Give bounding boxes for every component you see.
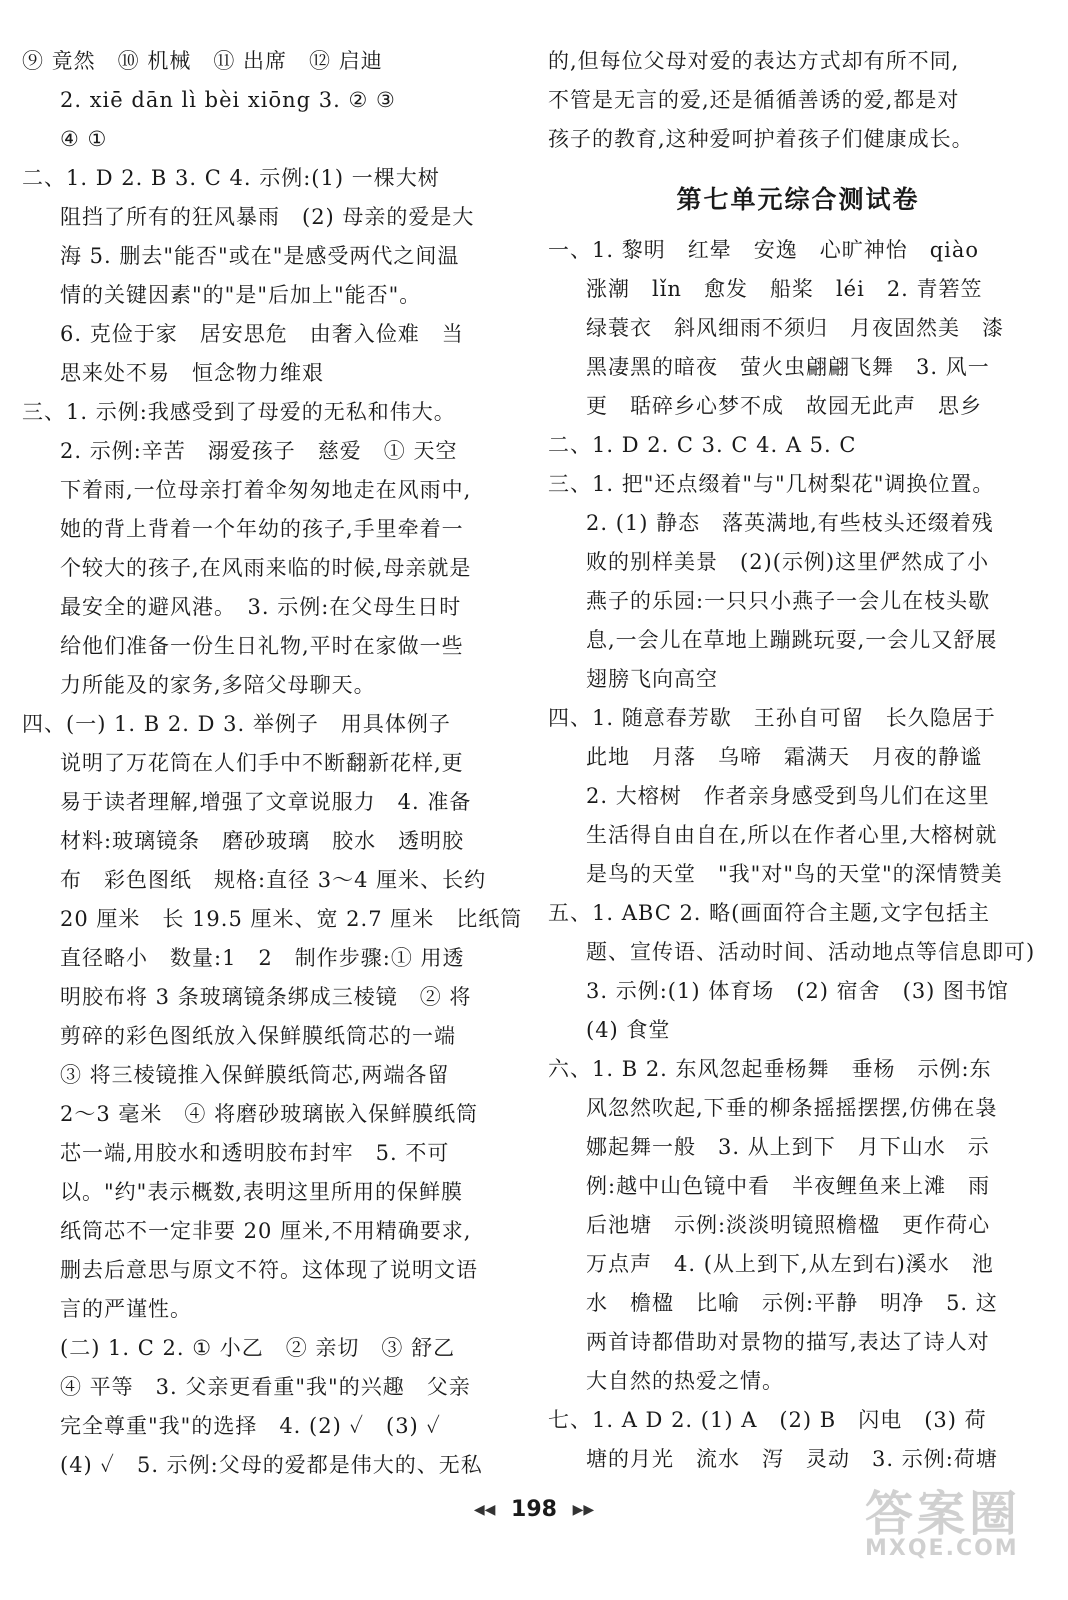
answer-line: 大自然的热爱之情。 bbox=[586, 1369, 784, 1393]
answer-line: 言的严谨性。 bbox=[60, 1297, 192, 1321]
answer-line: 明胶布将 3 条玻璃镜条绑成三棱镜 ② 将 bbox=[60, 985, 472, 1009]
answer-line: 此地 月落 乌啼 霜满天 月夜的静谧 bbox=[586, 745, 982, 769]
answer-line: 绿蓑衣 斜风细雨不须归 月夜固然美 漆 bbox=[586, 316, 1004, 340]
answer-line: 塘的月光 流水 泻 灵动 3. 示例:荷塘 bbox=[586, 1447, 998, 1471]
left-column bbox=[22, 42, 522, 1485]
answer-line: 最安全的避风港。 3. 示例:在父母生日时 bbox=[60, 595, 462, 619]
answer-line: 说明了万花筒在人们手中不断翻新花样,更 bbox=[60, 751, 464, 775]
answer-line: 2. xiē dān lì bèi xiōng 3. ② ③ bbox=[60, 88, 396, 112]
answer-line: (4) ✓ 5. 示例:父母的爱都是伟大的、无私 bbox=[60, 1453, 483, 1477]
answer-line: 情的关键因素"的"是"后加上"能否"。 bbox=[60, 283, 422, 307]
answer-line: 题、宣传语、活动时间、活动地点等信息即可) bbox=[586, 940, 1036, 964]
section-title: 第七单元综合测试卷 bbox=[676, 185, 920, 214]
answer-line: 删去后意思与原文不符。这体现了说明文语 bbox=[60, 1258, 478, 1282]
answer-line: 2～3 毫米 ④ 将磨砂玻璃嵌入保鲜膜纸筒 bbox=[60, 1102, 479, 1126]
answer-line: 风忽然吹起,下垂的柳条摇摇摆摆,仿佛在袅 bbox=[586, 1096, 998, 1120]
page-number: 198 bbox=[511, 1497, 557, 1522]
right-column-answers bbox=[548, 231, 1048, 1479]
answer-line: 败的别样美景 (2)(示例)这里俨然成了小 bbox=[586, 550, 990, 574]
next-arrows-icon: ▶▶ bbox=[572, 1502, 595, 1518]
answer-line: 一、1. 黎明 红晕 安逸 心旷神怡 qiào bbox=[548, 238, 980, 262]
answer-line: 易于读者理解,增强了文章说服力 4. 准备 bbox=[60, 790, 472, 814]
answer-line: 四、(一) 1. B 2. D 3. 举例子 用具体例子 bbox=[22, 712, 451, 736]
answer-line: 布 彩色图纸 规格:直径 3～4 厘米、长约 bbox=[60, 868, 487, 892]
answer-line: 阻挡了所有的狂风暴雨 (2) 母亲的爱是大 bbox=[60, 205, 475, 229]
answer-line: 更 聒碎乡心梦不成 故园无此声 思乡 bbox=[586, 394, 982, 418]
answer-line: 芯一端,用胶水和透明胶布封牢 5. 不可 bbox=[60, 1141, 450, 1165]
answer-line: 燕子的乐园:一只只小燕子一会儿在枝头歇 bbox=[586, 589, 991, 613]
answer-line: 海 5. 删去"能否"或在"是感受两代之间温 bbox=[60, 244, 460, 268]
answer-line: 的,但每位父母对爱的表达方式却有所不同, bbox=[548, 49, 960, 73]
answer-line: 思来处不易 恒念物力维艰 bbox=[60, 361, 324, 385]
answer-line: (二) 1. C 2. ① 小乙 ② 亲切 ③ 舒乙 bbox=[60, 1336, 456, 1360]
answer-line: 涨潮 lǐn 愈发 船桨 léi 2. 青箬笠 bbox=[586, 277, 983, 301]
answer-line: 6. 克俭于家 居安思危 由奢入俭难 当 bbox=[60, 322, 464, 346]
answer-line: 以。"约"表示概数,表明这里所用的保鲜膜 bbox=[60, 1180, 463, 1204]
answer-line: 个较大的孩子,在风雨来临的时候,母亲就是 bbox=[60, 556, 472, 580]
answer-line: 20 厘米 长 19.5 厘米、宽 2.7 厘米 比纸筒 bbox=[60, 907, 523, 931]
answer-line: 二、1. D 2. C 3. C 4. A 5. C bbox=[548, 433, 857, 457]
right-column-continuation bbox=[548, 42, 1048, 159]
answer-line: 是鸟的天堂 "我"对"鸟的天堂"的深情赞美 bbox=[586, 862, 1003, 886]
answer-line: 力所能及的家务,多陪父母聊天。 bbox=[60, 673, 376, 697]
answer-line: 给他们准备一份生日礼物,平时在家做一些 bbox=[60, 634, 464, 658]
answer-line: 二、1. D 2. B 3. C 4. 示例:(1) 一棵大树 bbox=[22, 166, 440, 190]
answer-line: 翅膀飞向高空 bbox=[586, 667, 718, 691]
answer-line: 万点声 4. (从上到下,从左到右)溪水 池 bbox=[586, 1252, 994, 1276]
answer-line: 材料:玻璃镜条 磨砂玻璃 胶水 透明胶 bbox=[60, 829, 465, 853]
right-column bbox=[548, 42, 1048, 1479]
answer-line: 娜起舞一般 3. 从上到下 月下山水 示 bbox=[586, 1135, 990, 1159]
answer-line: 黑凄黑的暗夜 萤火虫翩翩飞舞 3. 风一 bbox=[586, 355, 990, 379]
answer-line: 2. 示例:辛苦 溺爱孩子 慈爱 ① 天空 bbox=[60, 439, 458, 463]
answer-line: 六、1. B 2. 东风忽起垂杨舞 垂杨 示例:东 bbox=[548, 1057, 992, 1081]
answer-line: 完全尊重"我"的选择 4. (2) ✓ (3) ✓ bbox=[60, 1414, 441, 1438]
answer-line: 生活得自由自在,所以在作者心里,大榕树就 bbox=[586, 823, 998, 847]
answer-line: ④ 平等 3. 父亲更看重"我"的兴趣 父亲 bbox=[60, 1375, 471, 1399]
answer-line: (4) 食堂 bbox=[586, 1018, 671, 1042]
answer-line: 不管是无言的爱,还是循循善诱的爱,都是对 bbox=[548, 88, 960, 112]
answer-line: 三、1. 把"还点缀着"与"几树梨花"调换位置。 bbox=[548, 472, 995, 496]
watermark-text: 答案圈 bbox=[865, 1486, 1022, 1542]
watermark-url: MXQE.COM bbox=[865, 1536, 1019, 1561]
answer-line: 两首诗都借助对景物的描写,表达了诗人对 bbox=[586, 1330, 990, 1354]
answer-line: 五、1. ABC 2. 略(画面符合主题,文字包括主 bbox=[548, 901, 991, 925]
answer-line: 直径略小 数量:1 2 制作步骤:① 用透 bbox=[60, 946, 465, 970]
answer-line: 她的背上背着一个年幼的孩子,手里牵着一 bbox=[60, 517, 464, 541]
answer-line: 下着雨,一位母亲打着伞匆匆地走在风雨中, bbox=[60, 478, 472, 502]
answer-line: ⑨ 竟然 ⑩ 机械 ⑪ 出席 ⑫ 启迪 bbox=[22, 49, 383, 73]
answer-line: ③ 将三棱镜推入保鲜膜纸筒芯,两端各留 bbox=[60, 1063, 450, 1087]
answer-line: 孩子的教育,这种爱呵护着孩子们健康成长。 bbox=[548, 127, 974, 151]
answer-line: 七、1. A D 2. (1) A (2) B 闪电 (3) 荷 bbox=[548, 1408, 987, 1432]
answer-line: 纸筒芯不一定非要 20 厘米,不用精确要求, bbox=[60, 1219, 472, 1243]
answer-line: 后池塘 示例:淡淡明镜照檐楹 更作荷心 bbox=[586, 1213, 991, 1237]
answer-line: 2. (1) 静态 落英满地,有些枝头还缀着残 bbox=[586, 511, 994, 535]
watermark-logo bbox=[865, 1486, 1050, 1561]
answer-line: 息,一会儿在草地上蹦跳玩耍,一会儿又舒展 bbox=[586, 628, 998, 652]
answer-line: 3. 示例:(1) 体育场 (2) 宿舍 (3) 图书馆 bbox=[586, 979, 1010, 1003]
answer-line: 四、1. 随意春芳歇 王孙自可留 长久隐居于 bbox=[548, 706, 996, 730]
answer-line: 2. 大榕树 作者亲身感受到鸟儿们在这里 bbox=[586, 784, 990, 808]
answer-line: 三、1. 示例:我感受到了母爱的无私和伟大。 bbox=[22, 400, 456, 424]
prev-arrows-icon: ◀◀ bbox=[473, 1502, 496, 1518]
answer-line: 水 檐楹 比喻 示例:平静 明净 5. 这 bbox=[586, 1291, 998, 1315]
answer-line: 剪碎的彩色图纸放入保鲜膜纸筒芯的一端 bbox=[60, 1024, 456, 1048]
answer-line: ④ ① bbox=[60, 127, 108, 151]
answer-line: 例:越中山色镜中看 半夜鲤鱼来上滩 雨 bbox=[586, 1174, 991, 1198]
